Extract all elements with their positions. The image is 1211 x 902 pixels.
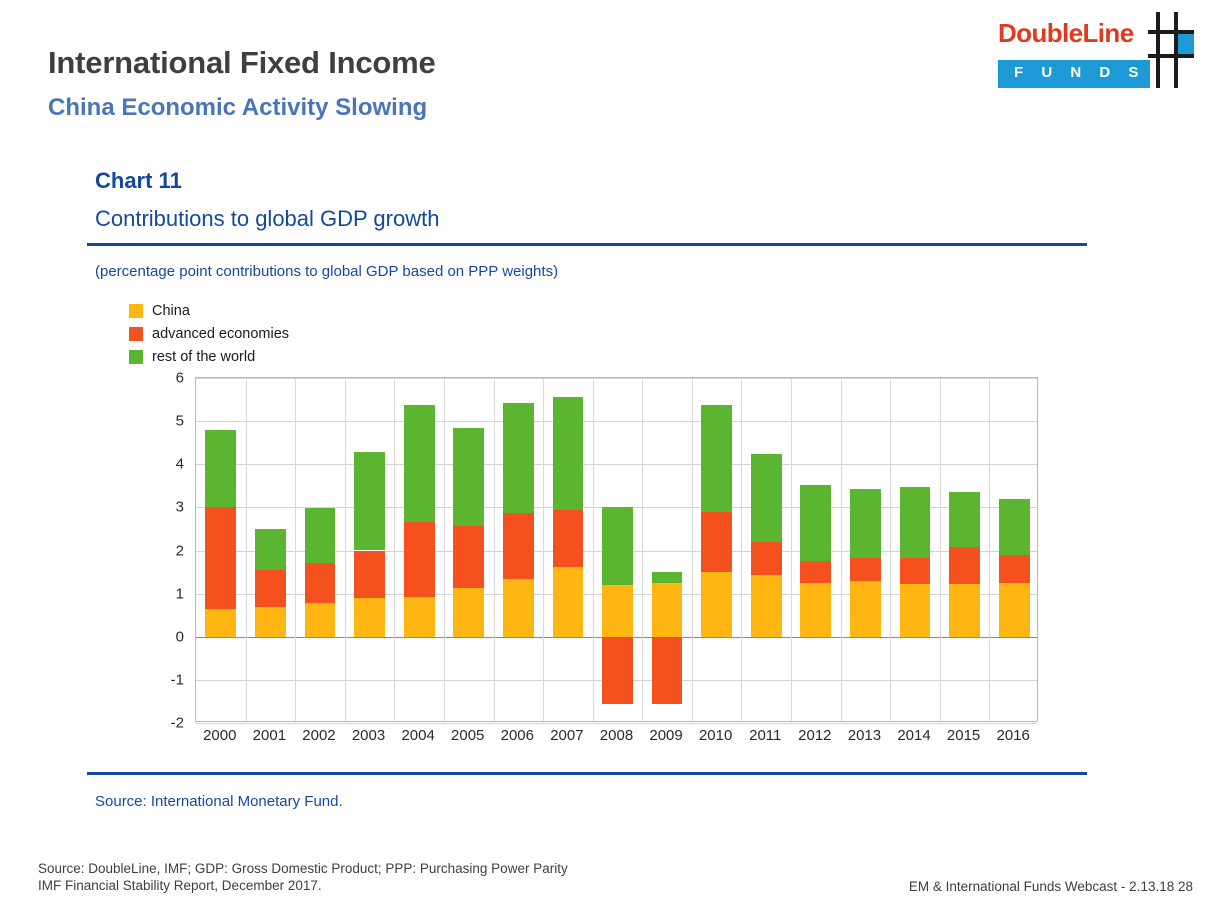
legend-swatch-icon — [129, 350, 143, 364]
category-separator — [642, 378, 643, 721]
divider-bottom — [87, 772, 1087, 775]
x-axis-tick-label: 2006 — [500, 727, 534, 744]
bar-segment — [701, 512, 732, 572]
bar-segment — [205, 430, 236, 508]
bar-segment — [453, 588, 484, 636]
category-separator — [295, 378, 296, 721]
x-axis-tick-label: 2002 — [302, 727, 336, 744]
y-axis-tick-label: 5 — [175, 412, 184, 430]
bar-segment — [404, 522, 435, 597]
legend-item-label: rest of the world — [152, 349, 256, 365]
category-separator — [791, 378, 792, 721]
bar-segment — [900, 584, 931, 637]
legend-swatch-icon — [129, 327, 143, 341]
bar-segment — [503, 403, 534, 513]
bar-segment — [999, 583, 1030, 637]
bar-group — [900, 378, 931, 721]
bar-segment — [652, 583, 683, 637]
bar-segment — [751, 542, 782, 575]
x-axis-tick-label: 2000 — [203, 727, 237, 744]
bar-segment — [354, 452, 385, 550]
category-separator — [741, 378, 742, 721]
bar-segment — [800, 485, 831, 562]
legend-item — [129, 323, 289, 345]
bar-segment — [800, 583, 831, 637]
bar-segment — [503, 513, 534, 579]
bar-segment — [553, 567, 584, 637]
bar-segment — [404, 597, 435, 637]
bar-segment — [850, 489, 881, 558]
bar-segment — [999, 499, 1030, 555]
x-axis-tick-label: 2008 — [599, 727, 634, 744]
doubleline-logo — [998, 12, 1193, 84]
bar-segment — [453, 428, 484, 526]
y-axis-tick-label: -1 — [170, 671, 184, 689]
y-axis-tick-label: 3 — [175, 498, 184, 516]
category-separator — [345, 378, 346, 721]
bar-group — [503, 378, 534, 721]
x-axis-tick-label: 2010 — [698, 727, 733, 744]
bar-segment — [850, 581, 881, 637]
bar-segment — [255, 570, 286, 607]
category-separator — [890, 378, 891, 721]
x-axis-tick-label: 2012 — [798, 727, 832, 744]
bar-segment — [701, 405, 732, 512]
logo-wordmark: DoubleLine — [998, 18, 1134, 48]
page-subtitle: China Economic Activity Slowing — [48, 94, 428, 121]
bar-segment — [800, 561, 831, 583]
chart-plot-wrapper — [129, 369, 1059, 759]
logo-grid-icon — [1148, 12, 1194, 88]
category-separator — [494, 378, 495, 721]
footer-source-line-2: IMF Financial Stability Report, December 2017. — [38, 878, 322, 893]
x-axis-tick-label: 2001 — [252, 727, 287, 744]
y-axis-tick-label: 4 — [175, 455, 184, 473]
bar-segment — [949, 547, 980, 584]
bar-segment — [205, 507, 236, 608]
bar-segment — [850, 558, 881, 580]
bar-group — [652, 378, 683, 721]
legend-item — [129, 300, 289, 322]
chart-plot-area — [170, 369, 1038, 732]
bar-segment — [553, 510, 584, 567]
chart-x-axis-labels — [195, 727, 1038, 757]
bar-group — [751, 378, 782, 721]
logo-funds-label: F U N D S — [1014, 64, 1146, 81]
y-axis-tick-label: 2 — [175, 542, 184, 559]
x-axis-tick-label: 2007 — [550, 727, 584, 744]
bar-segment — [751, 575, 782, 637]
chart-title: Contributions to global GDP growth — [95, 206, 440, 231]
y-axis-tick-label: -2 — [170, 714, 184, 732]
category-separator — [940, 378, 941, 721]
bar-segment — [652, 637, 683, 704]
chart-units-note: (percentage point contributions to global GDP based on PPP weights) — [95, 263, 559, 280]
bar-segment — [652, 572, 683, 583]
bar-segment — [900, 487, 931, 558]
bar-segment — [999, 555, 1030, 583]
page-title: International Fixed Income — [48, 45, 436, 80]
bar-group — [999, 378, 1030, 721]
category-separator — [543, 378, 544, 721]
y-axis-tick-label: 6 — [175, 369, 184, 387]
bar-group — [305, 378, 336, 721]
bar-segment — [701, 572, 732, 637]
bar-group — [255, 378, 286, 721]
y-axis-tick-label: 1 — [175, 585, 184, 603]
bar-group — [949, 378, 980, 721]
bar-group — [404, 378, 435, 721]
bar-segment — [602, 585, 633, 637]
category-separator — [841, 378, 842, 721]
gridline — [196, 723, 1037, 724]
bar-segment — [949, 584, 980, 637]
bar-group — [701, 378, 732, 721]
footer-source-line-1: Source: DoubleLine, IMF; GDP: Gross Domestic Product; PPP: Purchasing Power Parity — [38, 861, 568, 876]
bar-segment — [354, 551, 385, 598]
bar-segment — [305, 603, 336, 637]
bar-segment — [354, 598, 385, 637]
bar-group — [453, 378, 484, 721]
bar-segment — [602, 637, 633, 705]
bar-segment — [900, 558, 931, 584]
bar-segment — [553, 397, 584, 510]
bar-segment — [503, 579, 534, 637]
divider-top — [87, 243, 1087, 246]
chart-source-note: Source: International Monetary Fund. — [95, 793, 343, 810]
category-separator — [246, 378, 247, 721]
category-separator — [692, 378, 693, 721]
x-axis-tick-label: 2005 — [451, 727, 485, 744]
legend-item-label: China — [152, 303, 190, 319]
bar-segment — [305, 508, 336, 563]
bar-segment — [205, 609, 236, 637]
bar-group — [800, 378, 831, 721]
category-separator — [989, 378, 990, 721]
x-axis-tick-label: 2004 — [401, 727, 435, 744]
y-axis-tick-label: 0 — [175, 628, 184, 646]
x-axis-tick-label: 2015 — [946, 727, 981, 744]
bar-group — [205, 378, 236, 721]
bar-segment — [602, 507, 633, 585]
bar-segment — [255, 607, 286, 637]
chart-legend — [129, 300, 289, 369]
x-axis-tick-label: 2016 — [996, 727, 1030, 744]
bar-group — [553, 378, 584, 721]
bar-segment — [949, 492, 980, 547]
bar-segment — [404, 405, 435, 522]
bar-segment — [305, 563, 336, 603]
footer-sources — [38, 860, 568, 894]
category-separator — [444, 378, 445, 721]
bar-group — [602, 378, 633, 721]
bar-segment — [255, 529, 286, 570]
category-separator — [593, 378, 594, 721]
legend-item-label: advanced economies — [152, 326, 290, 342]
bar-segment — [453, 526, 484, 589]
legend-item — [129, 346, 289, 368]
x-axis-tick-label: 2013 — [847, 727, 882, 744]
bar-group — [354, 378, 385, 721]
chart-panel — [75, 155, 1095, 835]
chart-number-label: Chart 11 — [95, 168, 182, 193]
x-axis-tick-label: 2014 — [897, 727, 931, 744]
x-axis-tick-label: 2009 — [649, 727, 683, 744]
footer-webcast-label: EM & International Funds Webcast - 2.13.18 28 — [908, 879, 1193, 894]
category-separator — [394, 378, 395, 721]
bar-segment — [751, 454, 782, 542]
x-axis-tick-label: 2011 — [749, 727, 782, 744]
x-axis-tick-label: 2003 — [351, 727, 386, 744]
bar-group — [850, 378, 881, 721]
legend-swatch-icon — [129, 304, 143, 318]
